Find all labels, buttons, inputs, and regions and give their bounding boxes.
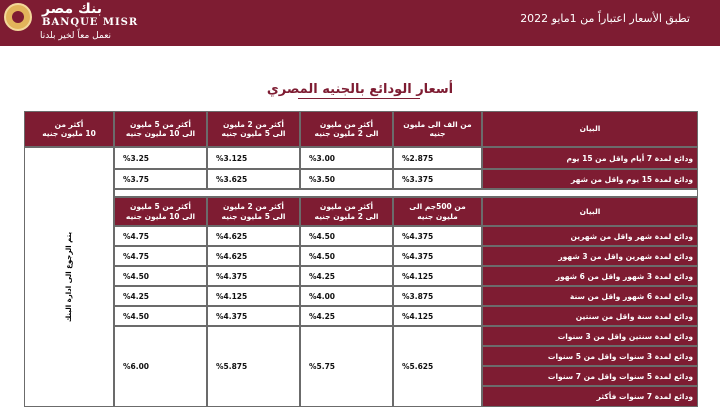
table2-row-label: ودائع لمدة 3 سنوات واقل من 5 سنوات (482, 346, 698, 366)
table1-row-label: ودائع لمدة 7 أيام واقل من 15 يوم (482, 147, 698, 169)
table2-row-label: ودائع لمدة سنتين واقل من 3 سنوات (482, 326, 698, 346)
title-underline (298, 98, 420, 99)
table1-row-label: ودائع لمدة 15 يوم واقل من شهر (482, 169, 698, 189)
table2-rate-cell: %4.375 (393, 246, 482, 266)
table1-rate-cell: %3.50 (300, 169, 393, 189)
table2-rate-cell: %4.25 (300, 306, 393, 326)
table2-header-tier3: أكثر من 2 مليون الى 5 مليون جنيه (207, 197, 300, 226)
brand-slogan: نعمل معاً لخير بلدنا (40, 31, 112, 41)
table1-header-tier1: من الف الى مليون جنيه (393, 111, 482, 147)
table2-header-tier1: من 500جم الى مليون جنيه (393, 197, 482, 226)
table1-rate-cell: %3.00 (300, 147, 393, 169)
table1-rate-cell: %3.625 (207, 169, 300, 189)
table2-rate-cell: %4.00 (300, 286, 393, 306)
table1-header-label: البيان (482, 111, 698, 147)
table2-rate-cell: %3.875 (393, 286, 482, 306)
table2-row-label: ودائع لمدة 6 شهور واقل من سنة (482, 286, 698, 306)
table1-rate-cell: %3.25 (114, 147, 207, 169)
table1-header-tier3: أكثر من 2 مليون الى 5 مليون جنيه (207, 111, 300, 147)
table2-rate-cell: %4.75 (114, 246, 207, 266)
table2-header-tier2: أكثر من مليون الى 2 مليون جنيه (300, 197, 393, 226)
table1-rate-cell: %3.125 (207, 147, 300, 169)
table2-rate-cell: %4.625 (207, 246, 300, 266)
table2-rate-cell: %4.375 (393, 226, 482, 246)
table2-rate-cell: %4.75 (114, 226, 207, 246)
table2-row-label: ودائع لمدة شهر واقل من شهرين (482, 226, 698, 246)
table2-row-label: ودائع لمدة سنة واقل من سنتين (482, 306, 698, 326)
table-spacer-row (114, 189, 698, 197)
table1-rate-cell: %3.375 (393, 169, 482, 189)
table2-rate-cell: %4.25 (300, 266, 393, 286)
table2-rate-cell: %4.50 (114, 266, 207, 286)
long-term-rate-cell: %5.75 (300, 326, 393, 407)
table2-rate-cell: %4.50 (114, 306, 207, 326)
table2-row-label: ودائع لمدة 3 شهور واقل من 6 شهور (482, 266, 698, 286)
table2-row-label: ودائع لمدة 5 سنوات واقل من 7 سنوات (482, 366, 698, 386)
bank-logo-icon (4, 3, 32, 31)
table2-rate-cell: %4.125 (393, 266, 482, 286)
table1-header-tier4: أكثر من 5 مليون الى 10 مليون جنيه (114, 111, 207, 147)
table2-rate-cell: %4.375 (207, 266, 300, 286)
table2-row-label: ودائع لمدة 7 سنوات فأكثر (482, 386, 698, 407)
table2-header-tier4: أكثر من 5 مليون الى 10 مليون جنيه (114, 197, 207, 226)
table1-header-tier5: أكثر من 10 مليون جنيه (24, 111, 114, 147)
page-title: أسعار الودائع بالجنيه المصري (266, 82, 454, 97)
header-bar (0, 0, 720, 46)
brand-name-arabic: بنك مصر (42, 1, 103, 17)
table2-header-label: البيان (482, 197, 698, 226)
long-term-rate-cell: %5.625 (393, 326, 482, 407)
side-note-cell (24, 147, 114, 407)
table2-row-label: ودائع لمدة شهرين واقل من 3 شهور (482, 246, 698, 266)
side-note-text: يتم الرجوع الى ادارة البنك (65, 231, 73, 323)
brand-name-english: BANQUE MISR (42, 17, 139, 28)
table2-rate-cell: %4.25 (114, 286, 207, 306)
table2-rate-cell: %4.375 (207, 306, 300, 326)
long-term-rate-cell: %6.00 (114, 326, 207, 407)
table1-rate-cell: %2.875 (393, 147, 482, 169)
table2-rate-cell: %4.125 (207, 286, 300, 306)
table2-rate-cell: %4.125 (393, 306, 482, 326)
long-term-rate-cell: %5.875 (207, 326, 300, 407)
table1-rate-cell: %3.75 (114, 169, 207, 189)
table2-rate-cell: %4.50 (300, 246, 393, 266)
table1-header-tier2: أكثر من مليون الى 2 مليون جنيه (300, 111, 393, 147)
table2-rate-cell: %4.625 (207, 226, 300, 246)
effective-date-text: تطبق الأسعار اعتباراً من 1مايو 2022 (520, 12, 690, 25)
table2-rate-cell: %4.50 (300, 226, 393, 246)
